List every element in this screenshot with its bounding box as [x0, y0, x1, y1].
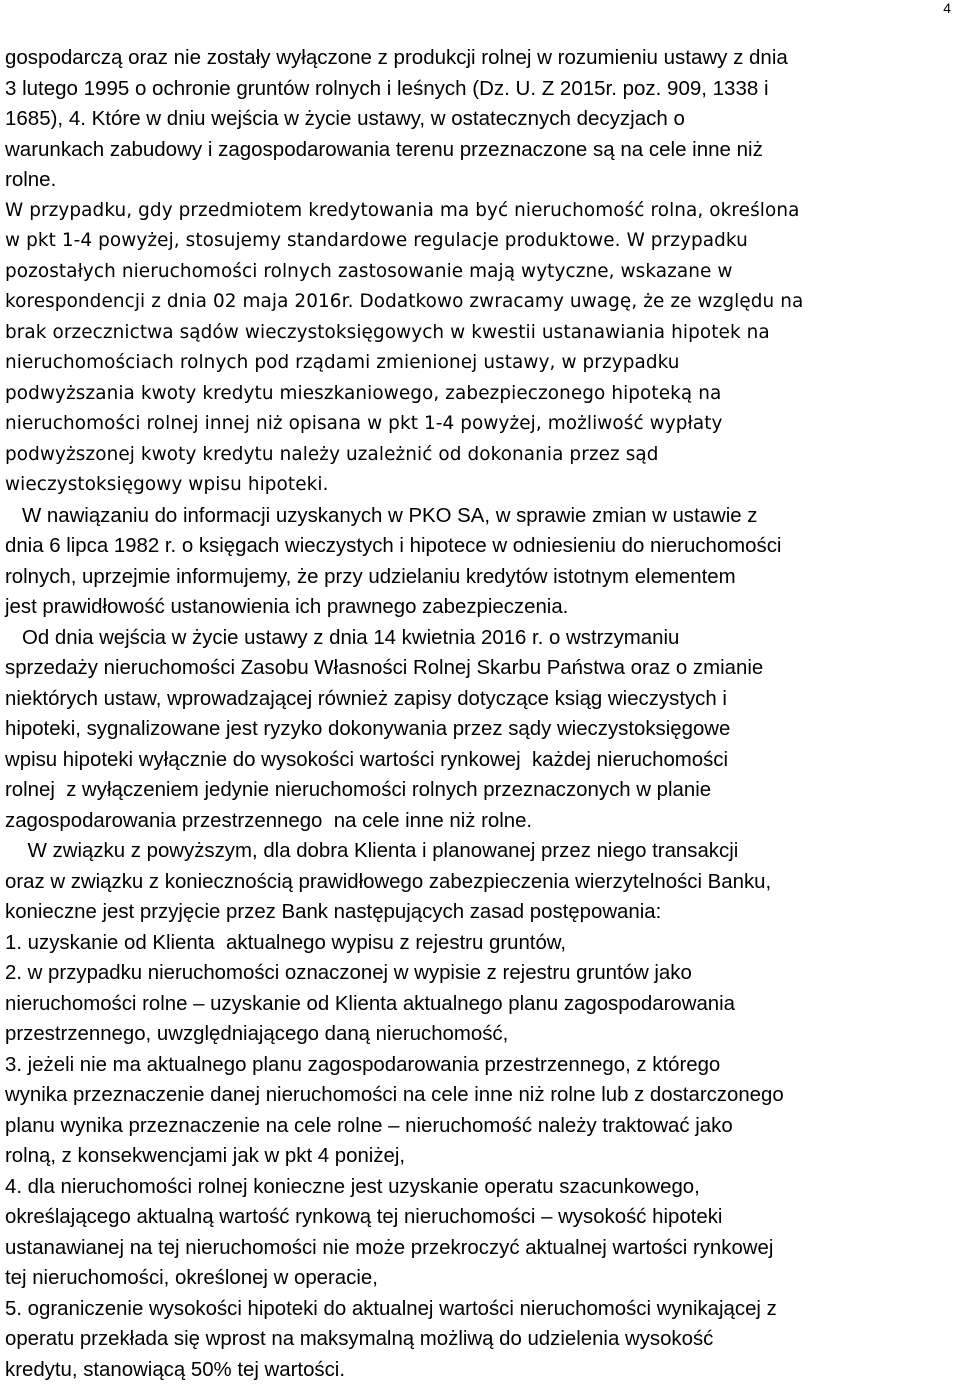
text-line: niektórych ustaw, wprowadzającej również zapisy dotyczące ksiąg wieczystych i: [5, 687, 727, 710]
text-line: nieruchomościach rolnych pod rządami zmienionej ustawy, w przypadku: [5, 352, 680, 373]
text-line: warunkach zabudowy i zagospodarowania terenu przeznaczone są na cele inne niż: [5, 137, 763, 161]
text-line: wynika przeznaczenie danej nieruchomości na cele inne niż rolne lub z dostarczonego: [5, 1084, 784, 1106]
list-item-2: 2. w przypadku nieruchomości oznaczonej w wypisie z rejestru gruntów jako: [5, 962, 692, 984]
text-line: konieczne jest przyjęcie przez Bank następujących zasad postępowania:: [5, 901, 662, 923]
text-line: gospodarczą oraz nie zostały wyłączone z produkcji rolnej w rozumieniu ustawy z dnia: [5, 46, 788, 69]
text-line: ustanawianej na tej nieruchomości nie może przekroczyć aktualnej wartości rynkowej: [5, 1236, 774, 1259]
text-line: Od dnia wejścia w życie ustawy z dnia 14 kwietnia 2016 r. o wstrzymaniu: [5, 626, 680, 649]
text-line: podwyższania kwoty kredytu mieszkaniowego, zabezpieczonego hipoteką na: [5, 382, 722, 404]
text-line: rolnej z wyłączeniem jedynie nieruchomości rolnych przeznaczonych w planie: [5, 779, 712, 801]
text-line: określającego aktualną wartość rynkową tej nieruchomości – wysokość hipoteki: [5, 1206, 723, 1228]
text-line: pozostałych nieruchomości rolnych zastosowanie mają wytyczne, wskazane w: [5, 260, 733, 282]
text-line: jest prawidłowość ustanowienia ich prawnego zabezpieczenia.: [5, 596, 569, 618]
text-line: 1685), 4. Które w dniu wejścia w życie ustawy, w ostatecznych decyzjach o: [5, 107, 685, 130]
paragraph-4: [5, 836, 955, 1385]
list-item-5: 5. ograniczenie wysokości hipoteki do aktualnej wartości nieruchomości wynikającej z: [5, 1297, 777, 1320]
text-line: W nawiązaniu do informacji uzyskanych w PKO SA, w sprawie zmian w ustawie z: [5, 504, 758, 527]
text-line: podwyższonej kwoty kredytu należy uzależnić od dokonania przez sąd: [5, 443, 659, 465]
text-line: 3 lutego 1995 o ochronie gruntów rolnych i leśnych (Dz. U. Z 2015r. poz. 909, 1338 i: [5, 76, 769, 100]
text-line: planu wynika przeznaczenie na cele rolne – nieruchomość należy traktować jako: [5, 1114, 733, 1137]
text-line: W związku z powyższym, dla dobra Klienta i planowanej przez niego transakcji: [5, 840, 739, 862]
text-line: przestrzennego, uwzględniającego daną nieruchomość,: [5, 1023, 509, 1045]
text-line: tej nieruchomości, określonej w operacie,: [5, 1267, 378, 1289]
page-number: 4: [943, 0, 951, 16]
text-line: nieruchomości rolnej innej niż opisana w pkt 1-4 powyżej, możliwość wypłaty: [5, 413, 723, 434]
text-line: wieczystoksięgowy wpisu hipoteki.: [5, 474, 329, 495]
text-line: zagospodarowania przestrzennego na cele inne niż rolne.: [5, 809, 533, 832]
text-line: w pkt 1-4 powyżej, stosujemy standardowe regulacje produktowe. W przypadku: [5, 230, 748, 251]
text-line: operatu przekłada się wprost na maksymalną możliwą do udzielenia wysokość: [5, 1328, 714, 1350]
text-line: hipoteki, sygnalizowane jest ryzyko dokonywania przez sądy wieczystoksięgowe: [5, 718, 731, 740]
text-line: sprzedaży nieruchomości Zasobu Własności Rolnej Skarbu Państwa oraz o zmianie: [5, 657, 764, 679]
list-item-1: 1. uzyskanie od Klienta aktualnego wypisu z rejestru gruntów,: [5, 931, 567, 954]
paragraph-3: [5, 623, 955, 837]
text-line: kredytu, stanowiącą 50% tej wartości.: [5, 1358, 345, 1381]
list-item-3: 3. jeżeli nie ma aktualnego planu zagospodarowania przestrzennego, z którego: [5, 1053, 721, 1076]
document-body: [5, 43, 955, 1385]
paragraph-2: [5, 501, 955, 623]
text-line: W przypadku, gdy przedmiotem kredytowania ma być nieruchomość rolna, określona: [5, 199, 800, 221]
text-line: brak orzecznictwa sądów wieczystoksięgowych w kwestii ustanawiania hipotek na: [5, 321, 770, 343]
paragraph-1: [5, 196, 955, 501]
text-line: nieruchomości rolne – uzyskanie od Klienta aktualnego planu zagospodarowania: [5, 992, 736, 1015]
text-line: rolnych, uprzejmie informujemy, że przy udzielaniu kredytów istotnym elementem: [5, 565, 736, 588]
text-line: oraz w związku z koniecznością prawidłowego zabezpieczenia wierzytelności Banku,: [5, 870, 772, 893]
text-line: rolną, z konsekwencjami jak w pkt 4 poniżej,: [5, 1145, 406, 1167]
text-line: rolne.: [5, 168, 57, 191]
list-item-4: 4. dla nieruchomości rolnej konieczne jest uzyskanie operatu szacunkowego,: [5, 1175, 700, 1198]
text-line: wpisu hipoteki wyłącznie do wysokości wartości rynkowej każdej nieruchomości: [5, 748, 729, 771]
text-line: korespondencji z dnia 02 maja 2016r. Dodatkowo zwracamy uwagę, że ze względu na: [5, 291, 804, 312]
text-line: dnia 6 lipca 1982 r. o księgach wieczystych i hipotece w odniesieniu do nieruchomości: [5, 535, 782, 557]
intro-paragraph: [5, 43, 955, 196]
